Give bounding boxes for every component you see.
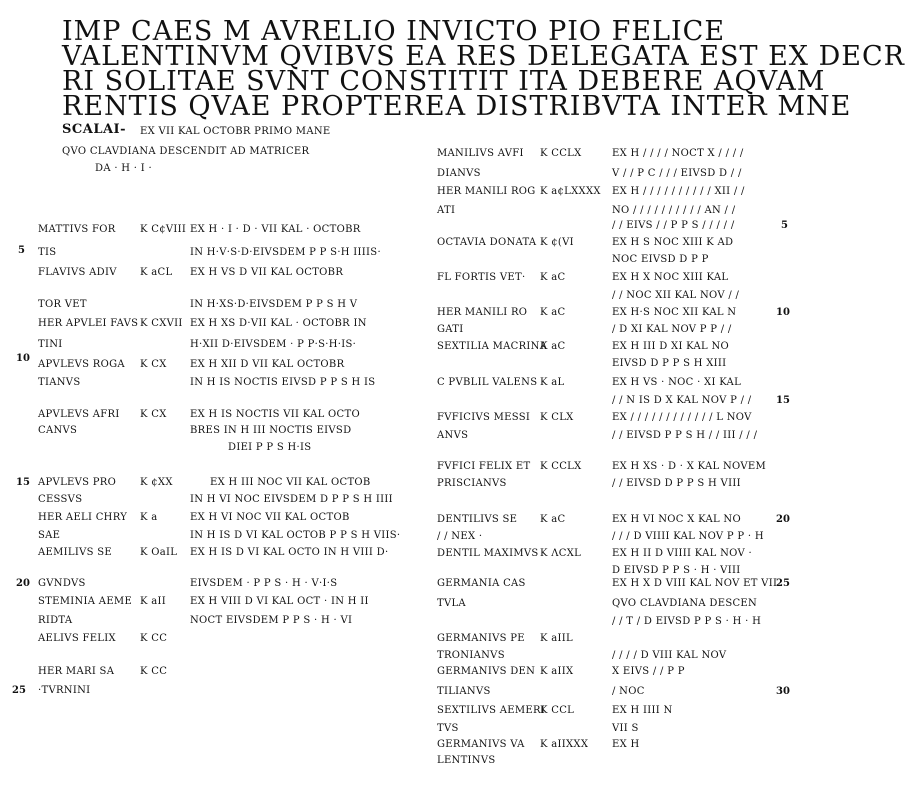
entry-k-value: K CLX <box>540 412 574 423</box>
entry-text: EX H X NOC XIII KAL <box>612 272 729 283</box>
entry-text: NOC EIVSD D P P <box>612 254 709 265</box>
entry-name: TIANVS <box>38 377 81 388</box>
entry-name: FL FORTIS VET· <box>437 272 526 283</box>
entry-name: MANILIVS AVFI <box>437 148 524 159</box>
entry-name: CANVS <box>38 425 78 436</box>
entry-name: STEMINIA AEME <box>38 596 133 607</box>
entry-name: GERMANIVS DEN <box>437 666 536 677</box>
entry-text: EX H / / / / / / / / / / XII / / <box>612 186 745 197</box>
entry-text: IN H·V·S·D·EIVSDEM P P S·H IIIIS· <box>190 247 381 258</box>
entry-k-value: K aIIX <box>540 666 574 677</box>
line-number: 15 <box>776 395 790 406</box>
entry-name: HER MANILI ROG <box>437 186 536 197</box>
entry-name: APVLEVS ROGA <box>38 359 125 370</box>
entry-name: LENTINVS <box>437 755 496 766</box>
entry-k-value: K a¢LXXXX <box>540 186 601 197</box>
entry-text: EX H IS NOCTIS VII KAL OCTO <box>190 409 360 420</box>
entry-text: EX H / / / / NOCT X / / / / <box>612 148 744 159</box>
entry-name: APVLEVS PRO <box>38 477 117 488</box>
line-number: 20 <box>16 578 30 589</box>
entry-text: X EIVS / / P P <box>612 666 685 677</box>
entry-k-value: K aC <box>540 272 566 283</box>
entry-text: / / EIVS / / P P S / / / / / <box>612 220 735 231</box>
scalai-date: EX VII KAL OCTOBR PRIMO MANE <box>140 126 331 137</box>
entry-name: ATI <box>437 205 456 216</box>
entry-text: NO / / / / / / / / / / AN / / <box>612 205 736 216</box>
left-intro-line: DA · H · I · <box>95 163 152 174</box>
entry-k-value: K CC <box>140 633 168 644</box>
entry-k-value: K CXVII <box>140 318 183 329</box>
entry-k-value: K C¢VIII <box>140 224 187 235</box>
entry-text: EX H IIII N <box>612 705 673 716</box>
line-number: 10 <box>16 353 30 364</box>
entry-name: AELIVS FELIX <box>38 633 116 644</box>
entry-k-value: K CCLX <box>540 461 582 472</box>
entry-text: / / N IS D X KAL NOV P / / <box>612 395 752 406</box>
entry-name: FLAVIVS ADIV <box>38 267 117 278</box>
entry-text: EX H II D VIIII KAL NOV · <box>612 548 752 559</box>
entry-name: TINI <box>38 339 63 350</box>
entry-k-value: K aC <box>540 514 566 525</box>
entry-name: DENTILIVS SE <box>437 514 518 525</box>
entry-text: IN H IS D VI KAL OCTOB P P S H VIIS· <box>190 530 401 541</box>
entry-text: / D XI KAL NOV P P / / <box>612 324 732 335</box>
entry-name: GERMANIVS PE <box>437 633 525 644</box>
scalai-heading: SCALAI- <box>62 122 127 137</box>
entry-text: IN H IS NOCTIS EIVSD P P S H IS <box>190 377 376 388</box>
header-line-2: VALENTINVM QVIBVS EA RES DELEGATA EST EX DECR <box>62 41 905 72</box>
entry-name: HER MANILI RO <box>437 307 528 318</box>
entry-k-value: K ΛCXL <box>540 548 582 559</box>
entry-name: GATI <box>437 324 464 335</box>
entry-name: SEXTILIA MACRINA <box>437 341 548 352</box>
entry-text: / / T / D EIVSD P P S · H · H <box>612 616 762 627</box>
entry-name: AEMILIVS SE <box>38 547 113 558</box>
line-number: 20 <box>776 514 790 525</box>
entry-k-value: K aC <box>540 307 566 318</box>
entry-name: TILIANVS <box>437 686 491 697</box>
entry-name: HER MARI SA <box>38 666 115 677</box>
header-line-1: IMP CAES M AVRELIO INVICTO PIO FELICE <box>62 16 726 47</box>
entry-k-value: K aL <box>540 377 565 388</box>
entry-name: HER APVLEI FAVS <box>38 318 139 329</box>
entry-text: EX H·S NOC XII KAL N <box>612 307 737 318</box>
entry-text: V / / P C / / / EIVSD D / / <box>612 168 742 179</box>
header-line-4: RENTIS QVAE PROPTEREA DISTRIBVTA INTER MNE <box>62 91 852 122</box>
entry-name: / / NEX · <box>437 531 483 542</box>
line-number: 5 <box>18 245 25 256</box>
entry-name: FVFICIVS MESSI <box>437 412 531 423</box>
entry-text: EX H III D XI KAL NO <box>612 341 730 352</box>
entry-text: EX H <box>612 739 640 750</box>
entry-text: / / EIVSD P P S H / / III / / / <box>612 430 758 441</box>
entry-text: BRES IN H III NOCTIS EIVSD <box>190 425 352 436</box>
line-number: 10 <box>776 307 790 318</box>
entry-k-value: K CCLX <box>540 148 582 159</box>
entry-text: D EIVSD P P S · H · VIII <box>612 565 741 576</box>
entry-text: EX H IS D VI KAL OCTO IN H VIII D· <box>190 547 389 558</box>
line-number: 5 <box>781 220 788 231</box>
header-line-3: RI SOLITAE SVNT CONSTITIT ITA DEBERE AQVAM <box>62 66 826 97</box>
entry-name: CESSVS <box>38 494 83 505</box>
entry-name: TOR VET <box>38 299 87 310</box>
entry-name: DIANVS <box>437 168 481 179</box>
entry-k-value: K OaIL <box>140 547 178 558</box>
entry-name: FVFICI FELIX ET <box>437 461 531 472</box>
entry-name: GERMANIVS VA <box>437 739 525 750</box>
entry-name: RIDTA <box>38 615 73 626</box>
entry-text: EX H X D VIII KAL NOV ET VII <box>612 578 778 589</box>
entry-text: NOCT EIVSDEM P P S · H · VI <box>190 615 353 626</box>
line-number: 15 <box>16 477 30 488</box>
entry-k-value: K CX <box>140 409 167 420</box>
left-intro-line: QVO CLAVDIANA DESCENDIT AD MATRICER <box>62 146 310 157</box>
entry-k-value: K a <box>140 512 158 523</box>
entry-text: EX H VS D VII KAL OCTOBR <box>190 267 344 278</box>
line-number: 30 <box>776 686 790 697</box>
entry-name: TVLA <box>437 598 466 609</box>
entry-text: EX H XS D·VII KAL · OCTOBR IN <box>190 318 367 329</box>
entry-name: ANVS <box>437 430 469 441</box>
entry-text: IN H VI NOC EIVSDEM D P P S H IIII <box>190 494 393 505</box>
entry-name: DENTIL MAXIMVS <box>437 548 539 559</box>
entry-k-value: K aC <box>540 341 566 352</box>
entry-text: EX H XII D VII KAL OCTOBR <box>190 359 345 370</box>
entry-k-value: K aIIL <box>540 633 573 644</box>
entry-text: EIVSD D P P S H XIII <box>612 358 727 369</box>
entry-name: OCTAVIA DONATA <box>437 237 537 248</box>
entry-text: EX H VIII D VI KAL OCT · IN H II <box>190 596 369 607</box>
entry-name: APVLEVS AFRI <box>38 409 120 420</box>
entry-name: ·TVRNINI <box>38 685 91 696</box>
entry-text: H·XII D·EIVSDEM · P P·S·H·IS· <box>190 339 357 350</box>
line-number: 25 <box>12 685 26 696</box>
entry-k-value: K CC <box>140 666 168 677</box>
entry-name: C PVBLIL VALENS <box>437 377 538 388</box>
entry-name: TVS <box>437 723 459 734</box>
entry-text: / / / / D VIII KAL NOV <box>612 650 727 661</box>
entry-text: EX H VI NOC X KAL NO <box>612 514 741 525</box>
entry-k-value: K aCL <box>140 267 173 278</box>
entry-text: EX / / / / / / / / / / / / L NOV <box>612 412 752 423</box>
entry-text: / / EIVSD D P P S H VIII <box>612 478 741 489</box>
entry-k-value: K CX <box>140 359 167 370</box>
entry-text: / NOC <box>612 686 645 697</box>
entry-text: / / NOC XII KAL NOV / / <box>612 290 740 301</box>
line-number: 25 <box>776 578 790 589</box>
entry-k-value: K CCL <box>540 705 575 716</box>
entry-text: IN H·XS·D·EIVSDEM P P S H V <box>190 299 358 310</box>
entry-text: VII S <box>612 723 639 734</box>
entry-k-value: K ¢XX <box>140 477 173 488</box>
entry-name: HER AELI CHRY <box>38 512 128 523</box>
entry-name: PRISCIANVS <box>437 478 507 489</box>
entry-name: TIS <box>38 247 57 258</box>
entry-text: EX H XS · D · X KAL NOVEM <box>612 461 766 472</box>
entry-text: EX H VI NOC VII KAL OCTOB <box>190 512 350 523</box>
entry-text: EIVSDEM · P P S · H · V·I·S <box>190 578 338 589</box>
entry-text: / / / D VIIII KAL NOV P P · H <box>612 531 764 542</box>
entry-name: GVNDVS <box>38 578 86 589</box>
entry-text: EX H S NOC XIII K AD <box>612 237 734 248</box>
entry-text: EX H VS · NOC · XI KAL <box>612 377 742 388</box>
entry-name: MATTIVS FOR <box>38 224 116 235</box>
entry-name: TRONIANVS <box>437 650 505 661</box>
entry-k-value: K aIIXXX <box>540 739 589 750</box>
entry-k-value: K aII <box>140 596 167 607</box>
entry-text: EX H · I · D · VII KAL · OCTOBR <box>190 224 361 235</box>
entry-name: SEXTILIVS AEMERI <box>437 705 546 716</box>
entry-name: GERMANIA CAS <box>437 578 526 589</box>
entry-k-value: K ¢(VI <box>540 237 574 248</box>
entry-text: DIEI P P S H·IS <box>228 442 312 453</box>
entry-text: QVO CLAVDIANA DESCEN <box>612 598 758 609</box>
entry-name: SAE <box>38 530 61 541</box>
entry-text: EX H III NOC VII KAL OCTOB <box>210 477 371 488</box>
